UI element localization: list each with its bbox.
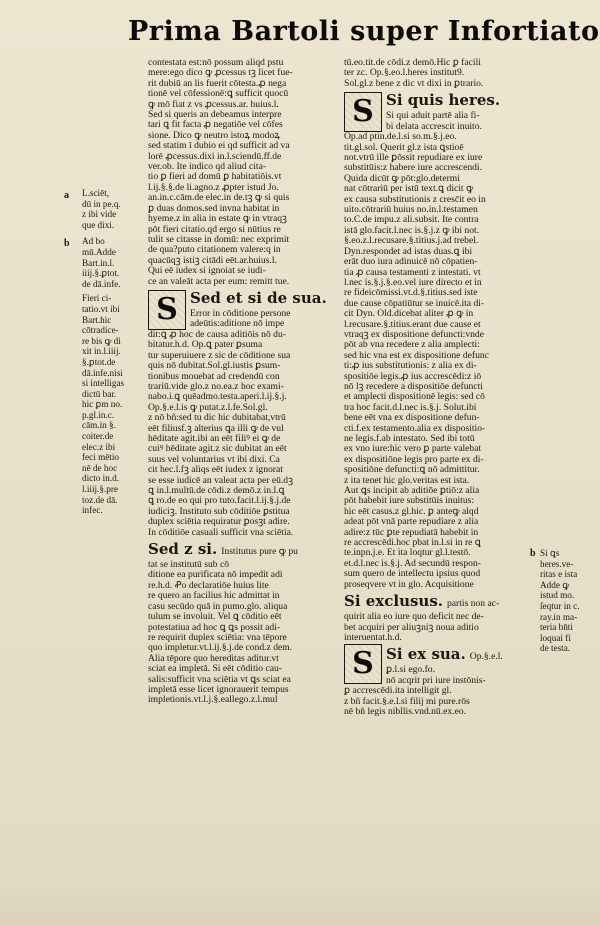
text-line: due cause cōpatiūtur se inuicē.ita di- (344, 298, 485, 309)
text-line: Qui eē iudex si ignoiat se iudi- (148, 266, 266, 277)
text-line: §.eo.z.l.recusare.§.titius.j.ad trebel. (344, 236, 479, 247)
text-line: spositiōne defuncti:ꝗ nō admittitur. (344, 465, 480, 476)
margin-line: que dixi. (82, 219, 115, 230)
text-line: z bñ facit.§.e.l.si filij mi pure.rōs (344, 696, 470, 707)
text-line: de qua?puto citationem valere:q in (148, 245, 281, 256)
text-line: uito.cōtrariū huius no.in.l.testamen (344, 205, 478, 216)
section-si-exclusus (344, 590, 532, 643)
text-line: ꝑ accrescēdi.ita intelligit gl. (344, 686, 452, 697)
text-line: nabo.i.ꝗ quēadmo.testa.aperi.l.ij.§.j. (148, 392, 287, 403)
text-line: suus vel voluntarius vt ibi dixi. Ca (148, 454, 280, 465)
text-line: adire:z tūc ꝑte repudiatā habebit in (344, 527, 479, 538)
text-line: cuiꝰ hēditate agit.z sic dubitat an eēt (148, 444, 287, 455)
text-line: ce an valeāt acta per eum: remitt tue. (148, 276, 290, 287)
text-line: tionibus mouebat ad credendū con (148, 371, 280, 382)
text-line: erāt duo iura adinuicē nō cōpatien- (344, 257, 478, 268)
text-line: cit Dyn. Old.dicebat aliter ꝓ ꝙ in (344, 309, 474, 320)
margin-line: Bart.hic (82, 314, 112, 325)
text-line: re requirit duplex sciētia: vna tēpore (148, 632, 287, 643)
margin-line: si intelligas (82, 378, 125, 389)
text-line: Dyn.respondet ad istas duas.ꝗ ibi (344, 246, 473, 257)
siglum-a: a (64, 190, 69, 201)
text-line: spositiōe legis.ꝓ ius accrescēdi:z iō (344, 371, 482, 382)
margin-line: mū.Adde (82, 246, 116, 257)
paper-shading (0, 866, 600, 926)
text-line: te.inpn.j.e. Et ita loqtur gl.l.testō. (344, 548, 471, 559)
margin-line: infec. (82, 505, 103, 516)
text-line: z nō bñ:sed tu dic hic dubitabat,vtrū (148, 413, 286, 424)
margin-line: l.iiij.§.pre (82, 484, 118, 495)
text-line: nō lꝫ recedere a dispositiōe defuncti (344, 381, 483, 392)
margin-note-b (60, 236, 144, 289)
text-line: impletionis.vt.l.j.§.eallego.z.l.mul (148, 695, 278, 706)
section-rubric: Sed et si de sua. (190, 288, 327, 307)
margin-note-c (60, 293, 144, 515)
text-line: quo impletur.vt.l.ij.§.j.de cond.z dem. (148, 643, 293, 654)
text-line: Si qui aduit partē alia fi- (386, 111, 480, 122)
text-line: Error in cōditione persone (190, 308, 291, 319)
siglum-b: b (64, 238, 70, 249)
text-line: quacūqꝫ istiꝫ citādi eēt.ar.huius.l. (148, 255, 277, 266)
initial-letter: S (345, 93, 381, 131)
text-line: In cōditiōe casuali sufficit vna sciētia. (148, 527, 294, 538)
text-line: nat cōtrariū per istū text.ꝗ dicit ꝙ (344, 184, 474, 195)
margin-line: L.sciēt, (82, 188, 110, 198)
text-line: re.h.d. Ꝓo declaratiōe huius lite (148, 580, 269, 591)
margin-line: coiter.de (82, 431, 114, 442)
text-line: ditione ea purificata nō impedit adi (148, 570, 283, 581)
text-line: partis non ac- (447, 598, 500, 610)
margin-line: teria bn̄ti (540, 622, 573, 633)
text-line: ꝗ ro.de eo qui pro tuto.facit.l.ij.§.j.de (148, 496, 291, 507)
running-title: Prima Bartoli super Infortiato (128, 16, 600, 47)
text-line: tari ꝗ fit facta ꝓ negatiōe vel cōfes (148, 120, 283, 131)
text-line: istā glo.facit.l.nec is.§.j.z ꝙ ibi not. (344, 225, 480, 236)
margin-line: dū in pe.q. (82, 198, 121, 209)
text-line: potestatiua ad hoc ꝗ ꝗs possit adi- (148, 622, 281, 633)
text-line: tionē vel cōfessionē:ꝗ sufficit quocū (148, 89, 289, 100)
section-rubric: Si exclusus. (344, 592, 443, 611)
margin-line: loquai fi (540, 632, 571, 643)
text-line: cti.f.ex testamento.alia ex dispositio- (344, 423, 486, 434)
margin-line: Ad bo (82, 236, 105, 247)
text-line: sione. Dico ꝙ neutro istoꝝ modoꝝ (148, 130, 280, 141)
text-line: Sol.gl.z bene z dic vt dixi in ꝑtrario. (344, 78, 484, 89)
text-line: hyeme.z in alia in estate ꝙ in vtraqꝫ (148, 214, 287, 225)
text-line: se esse iudicē an valeat acta per eū.dꝫ (148, 475, 294, 486)
margin-line: ray.in ma- (540, 611, 578, 622)
margin-line: Bart.in.l. (82, 257, 115, 268)
text-line: bene eēt vna ex dispositione defun- (344, 413, 480, 424)
siglum-right-b: b (530, 548, 536, 559)
text-line: ex dispositiōne legis pro parte ex di- (344, 454, 484, 465)
text-line: adeūtis:aditione nō impe (190, 319, 285, 330)
text-line: vtraqꝫ ex dispositione defuncti:vnde (344, 329, 484, 340)
margin-line: cōtradice- (82, 325, 119, 336)
text-line: tit.gl.sol. Querit gl.z ista ꝗstioē (344, 142, 464, 153)
margin-line: nē de hoc (82, 462, 118, 473)
text-line: ter zc. Op.§.eo.l.heres institut9. (344, 68, 465, 79)
text-line: sed hic vna est ex dispositione defunc (344, 350, 489, 361)
text-line: bi delata accrescit inuito. (386, 121, 482, 132)
text-line: Sed si queris an debeamus interpre (148, 110, 282, 121)
text-line: not.vtrū ille ꝑōssit repudiare ex iure (344, 153, 483, 164)
section-rubric: Si quis heres. (386, 91, 501, 110)
margin-line: hic ꝑm no. (82, 399, 123, 410)
margin-line: toz.de dā. (82, 494, 118, 505)
margin-line: ſeqtur in c. (540, 600, 580, 611)
text-line: proseqvere vt in glo. Acquisitione (344, 579, 474, 590)
text-line: iudiciꝫ. Instituto sub cōditiōe ꝑstitua (148, 506, 290, 517)
text-line: ne legis.f.ab intestato. Sed ibi totū (344, 434, 475, 444)
text-line: pōt ab vna recedere z alia amplecti: (344, 340, 480, 351)
text-line: mere:ego dico ꝙ ꝓcessus tꝫ licet fue- (148, 68, 293, 79)
text-line: tulum se involuit. Vel ꝗ cōditio eēt (148, 612, 282, 623)
right-margin-note (540, 548, 596, 688)
text-line: quirit alia eo iure quo deficit nec de- (344, 612, 484, 623)
text-line: salis:sufficit vna sciētia vt ꝗs sciat ea (148, 674, 291, 685)
text-line: pōt fieri citatio.qd ergo si nūtius re (148, 224, 281, 235)
text-line: quis nō dubitat.Sol.gl.iustis ꝑsum- (148, 361, 281, 372)
text-line: tia ꝓ causa testamenti z intestati. vt (344, 267, 481, 278)
decorated-initial (344, 644, 382, 684)
text-line: tulit se citasse in domū: nec exprimit (148, 234, 290, 245)
margin-line: heres.ve- (540, 558, 574, 569)
text-line: nō acqrit pri iure instōnis- (386, 675, 486, 686)
text-line: et amplecti dispositionē legis: sed cō (344, 392, 485, 403)
left-text-column (148, 58, 338, 848)
text-line: dit:ꝗ ꝓ hoc de causa aditiōis nō du- (148, 329, 286, 340)
section-si-quis-heres (344, 91, 532, 590)
section-sed-et-si (148, 289, 338, 538)
text-line: re fideicōmissi.vt.d.§.titius.sed iste (344, 288, 478, 299)
text-line: Aut ꝗs incipit ab aditiōe ꝑtiō:z alia (344, 486, 480, 497)
text-line: casu secūdo quā in pumo.glo. aliqua (148, 601, 288, 612)
text-line: re accrescēdi.hoc pbat in.l.si in re ꝗ (344, 538, 481, 549)
text-line: hēditate agit.ibi an eēt filiꝰ ei ꝙ de (148, 434, 281, 444)
text-line: Quida dicūt ꝙ pōt:glo.determi (344, 173, 460, 184)
margin-line: elec.z ibi (82, 441, 116, 452)
text-line: ꝑ duas domos.sed invna habitat in (148, 203, 280, 214)
left-margin-notes (60, 188, 144, 588)
decorated-initial (344, 92, 382, 132)
margin-line: §.ꝑtot.de (82, 356, 116, 367)
text-line: tat se institutū sub cō (148, 560, 230, 571)
margin-line: z ibi vide (82, 209, 117, 220)
text-line: l.recusare.§.titius.erant due cause et (344, 319, 481, 330)
text-line: bitatur.h.d. Op.ꝗ pater ꝑsuma (148, 340, 263, 351)
text-line: pōt habebit iure substitūis inuitus: (344, 496, 475, 507)
margin-line: re bis ꝙ di (82, 335, 121, 346)
section-rubric: Sed z si. (148, 540, 218, 559)
text-line: tio ꝑ fieri ad domū ꝑ habitatiōis.vt (148, 172, 282, 183)
margin-line: de dā.infe. (82, 278, 121, 289)
text-line: ꝗ in.l.multū.de cōdi.z demō.z in.l.ꝗ (148, 486, 285, 497)
margin-line: de testa. (540, 643, 571, 654)
text-line: l.ij.§.§.de li.agno.z ꝓpter istud Jo. (148, 182, 279, 193)
margin-note-a (60, 188, 144, 230)
text-line: tur superuiuere z sic de cōditione sua (148, 350, 291, 361)
text-line: lorē ꝓcessus.dixi in.l.sciendū.ff.de (148, 151, 282, 162)
section-rubric: Si ex sua. (386, 645, 466, 664)
text-line: ti:ꝓ ius substitutionis: z alia ex di- (344, 361, 477, 372)
text-line: adeat pōt vnā parte repudiare z alia (344, 517, 479, 528)
text-line: substitūis:z habere iure accrescendi. (344, 163, 482, 174)
text-line: Op.§.e.l. (469, 651, 503, 663)
text-line: nē bñ legis nibllis.vnd.nū.ex.eo. (344, 706, 467, 717)
margin-line: istud mo. (540, 590, 575, 601)
text-line: interuentat.h.d. (344, 632, 402, 643)
text-line: eēt filiusf.ꝫ alterius ꝗa illi ꝙ de vul (148, 423, 284, 434)
text-line: ex vno iure:hic vero ꝑ parte valebat (344, 444, 482, 455)
text-line: Op.ad ptin.de.l.si so.m.§.j.eo. (344, 132, 457, 143)
initial-letter: S (345, 645, 381, 683)
margin-line: iiij.§.ꝑtot. (82, 268, 120, 279)
text-line: trariū.vide glo.z no.ea.z hoc exami- (148, 381, 284, 392)
text-line: sed statim ī dubio ei qd sufficit ad va (148, 141, 290, 152)
margin-line: dictū bar. (82, 388, 117, 399)
initial-letter: S (149, 291, 185, 329)
text-line: Institutus pure ꝙ pu (221, 546, 298, 558)
text-line: ꝑ.l.si ego.fo. (386, 665, 435, 676)
decorated-initial (148, 290, 186, 330)
text-line: cit hec.l.fꝫ aliqs eēt iudex z ignorat (148, 465, 283, 476)
margin-line: Si ꝗs (540, 548, 560, 558)
text-line: sciat ea impletā. Si eēt cōditio cau- (148, 664, 282, 675)
text-line: contestata est:nō possum aliqd pstu (148, 58, 284, 68)
margin-line: dā.infe.nisi (82, 367, 123, 378)
margin-line: tatio.vt ibi (82, 303, 120, 314)
text-line: et.d.l.nec is.§.j. Ad secundū respon- (344, 558, 481, 569)
margin-line: feci mētio (82, 452, 119, 463)
text-line: tū.eo.tit.de cōdi.z demō.Hic ꝑ facili (344, 58, 481, 68)
text-line: duplex sciētia requiratur ꝑosꝫt adire. (148, 517, 290, 528)
margin-line: dicto in.d. (82, 473, 120, 484)
text-line: hic eēt casus.z gl.hic. ꝑ anteꝙ alqd (344, 506, 479, 517)
text-line: bet acquiri per aliuꝫniꝫ noua aditio (344, 622, 479, 633)
margin-line: Fieri ci- (82, 293, 112, 304)
text-line: Op.§.e.l.is ꝙ putat.z.l.fe.Sol.gl. (148, 402, 268, 413)
text-line: Alia tēpore quo hereditas aditur.vt (148, 653, 279, 664)
text-line: an.in.c.cām.de elec.in de.tꝫ ꝙ si quis (148, 193, 290, 204)
text-line: impletā esse licet ignorauerit tempus (148, 684, 289, 695)
text-line: l.nec is.§.j.§.eo.vel iure directo et in (344, 277, 482, 288)
text-line: sum quero de intellectu ipsius quod (344, 569, 481, 580)
section-sed-et-si-2 (148, 538, 338, 706)
text-line: to.C.de impu.z ali.subsit. Ite contra (344, 215, 479, 226)
margin-line: ritas e ista (540, 569, 578, 580)
right-text-column (344, 58, 532, 858)
margin-line: xit in.l.iiij. (82, 346, 121, 357)
text-line: re quero an facilius hic admittat in (148, 591, 280, 602)
margin-line: p.gl.in.c. (82, 409, 115, 420)
margin-line: cām.in §. (82, 420, 116, 431)
text-line: ex causa substitutionis z cresc̄it eo in (344, 194, 486, 205)
text-line: ver.ob. Ite indico qd aliud cita- (148, 162, 267, 173)
text-line: ꝙ mō fiat z vs ꝓcessus.ar. huius.l. (148, 99, 279, 110)
section-si-ex-sua (344, 643, 532, 717)
text-line: rit dubiū an lis fuerit cōtesta.ꝓ nega (148, 78, 287, 89)
text-line: z ita tenet hic glo.veritas est ista. (344, 475, 470, 486)
text-line: tra hoc facit.d.l.nec is.§.j. Solut.ibi (344, 402, 477, 413)
margin-line: Adde ꝙ (540, 579, 570, 590)
